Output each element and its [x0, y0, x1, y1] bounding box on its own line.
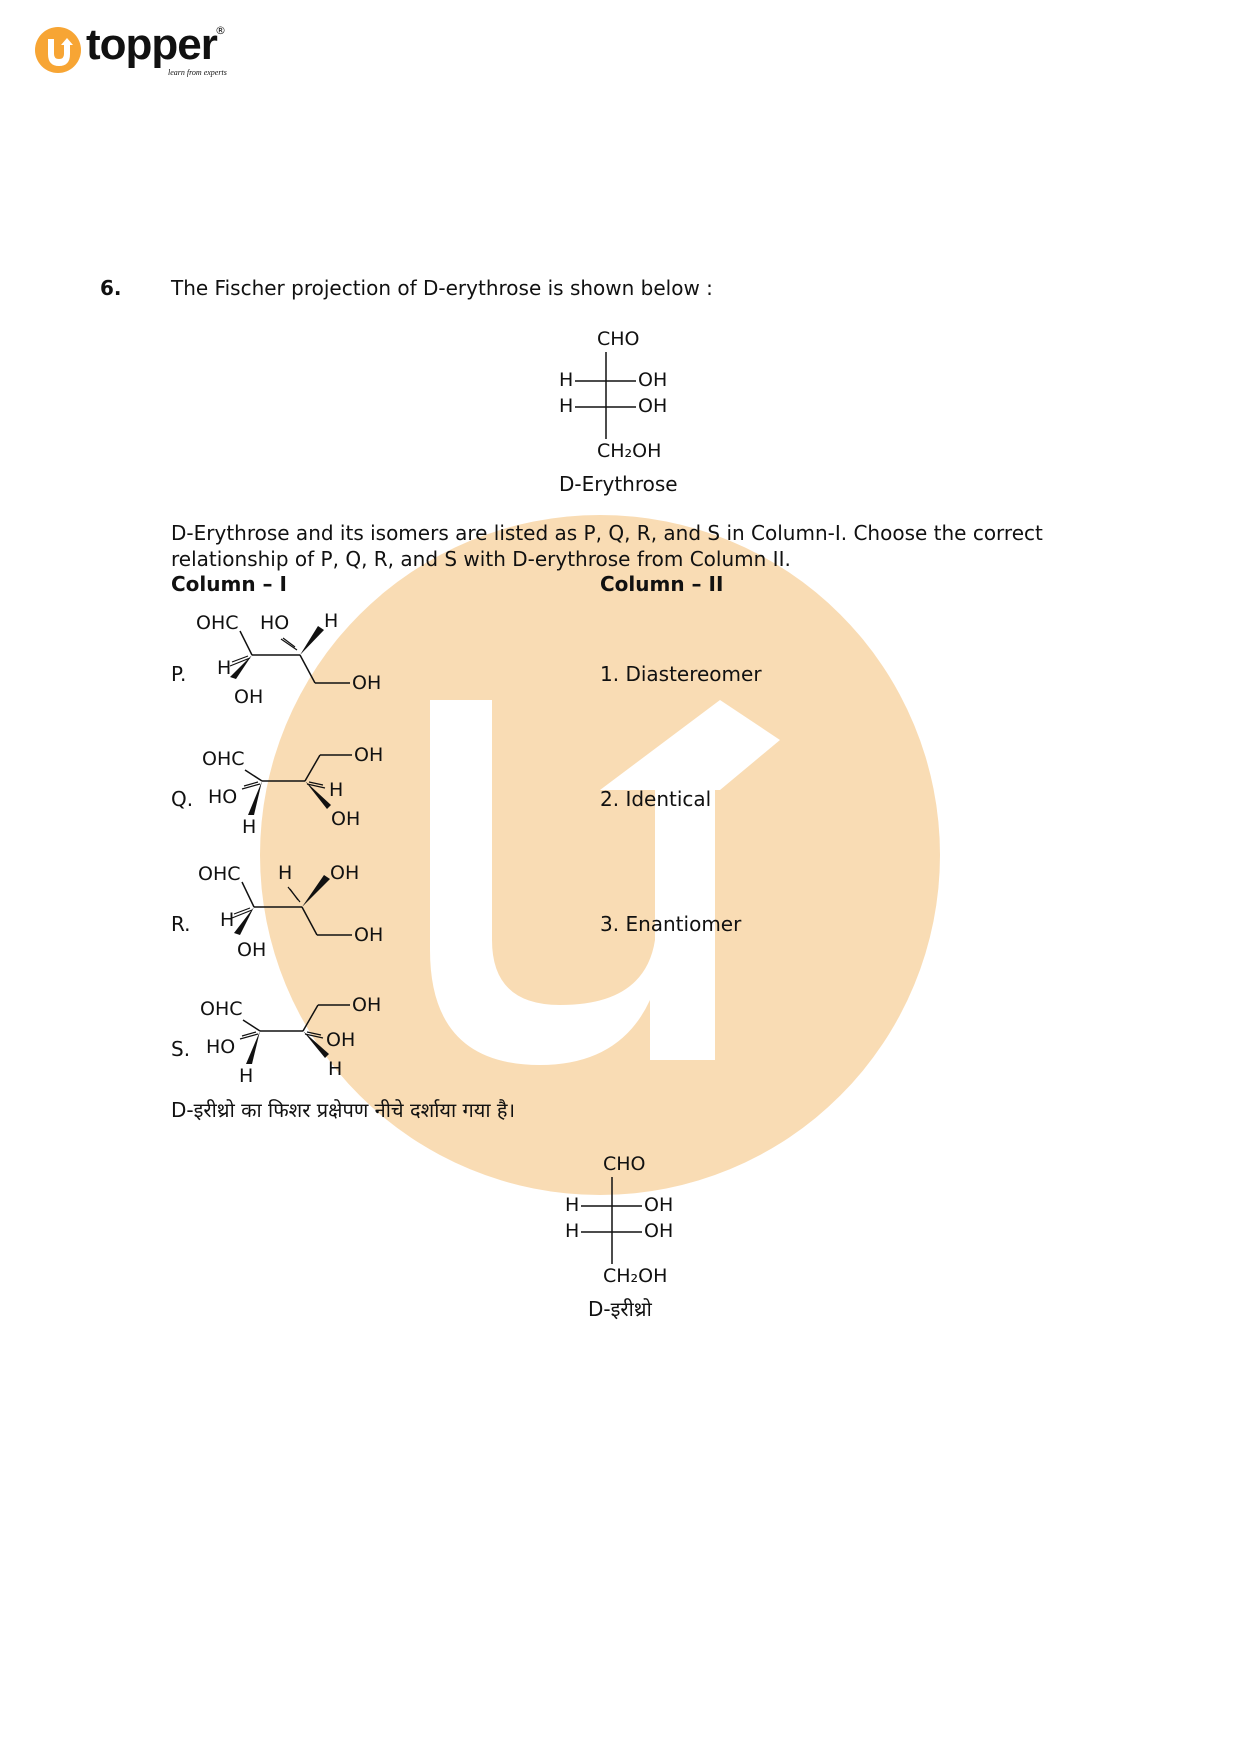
fischer-row1-left: H: [559, 369, 574, 391]
question-instruction: D-Erythrose and its isomers are listed as P, Q, R, and S in Column-I. Choose the correct relationship of P, Q, R, and S with D-erythrose from Column II.: [171, 521, 1043, 571]
r-bottom-left: OH: [237, 939, 267, 961]
brand-logo: [34, 20, 244, 86]
row-label-r: R.: [171, 912, 191, 936]
p-top-mid: HO: [260, 612, 290, 634]
row-label-q: Q.: [171, 787, 194, 811]
r-top-right: OH: [330, 862, 360, 884]
column2-item-3: 3. Enantiomer: [600, 912, 742, 936]
q-mid-right: H: [329, 779, 344, 801]
fischer-hi-row1-right: OH: [644, 1194, 674, 1216]
p-left-sub: H: [217, 657, 232, 679]
fischer-hi-row2-left: H: [565, 1220, 580, 1242]
fischer-projection-en: [550, 325, 690, 500]
fischer-top-group: CHO: [597, 328, 640, 350]
fischer-row1-right: OH: [638, 369, 668, 391]
r-right: OH: [354, 924, 384, 946]
structure-s: [190, 980, 410, 1090]
p-bottom-left: OH: [234, 686, 264, 708]
fischer-projection-hi: [556, 1150, 696, 1325]
brand-registered: ®: [215, 24, 226, 37]
fischer-hi-bottom-group: CH₂OH: [603, 1265, 668, 1287]
fischer-caption: D-Erythrose: [559, 472, 678, 496]
question-number: 6.: [100, 276, 122, 300]
q-bottom-right: OH: [331, 808, 361, 830]
r-ohc: OHC: [198, 863, 241, 885]
column2-header: Column – II: [600, 572, 724, 596]
row-label-p: P.: [171, 662, 187, 686]
s-mid-right: OH: [326, 1029, 356, 1051]
structure-r: [190, 855, 410, 965]
q-top-right: OH: [354, 744, 384, 766]
r-top-mid: H: [278, 862, 293, 884]
structure-q: [190, 735, 410, 845]
fischer-hi-row1-left: H: [565, 1194, 580, 1216]
r-left-sub: H: [220, 909, 235, 931]
p-top-right: H: [324, 610, 339, 632]
brand-tagline: learn from experts: [168, 68, 227, 77]
topper-logo-icon: [34, 26, 82, 74]
column2-item-1: 1. Diastereomer: [600, 662, 762, 686]
q-left-sub: HO: [208, 786, 238, 808]
p-right: OH: [352, 672, 382, 694]
s-bottom-right: H: [328, 1058, 343, 1080]
q-ohc: OHC: [202, 748, 245, 770]
q-bottom-left: H: [242, 816, 257, 838]
row-label-s: S.: [171, 1037, 191, 1061]
p-ohc: OHC: [196, 612, 239, 634]
s-ohc: OHC: [200, 998, 243, 1020]
fischer-row2-right: OH: [638, 395, 668, 417]
fischer-hi-row2-right: OH: [644, 1220, 674, 1242]
s-left-sub: HO: [206, 1036, 236, 1058]
structure-p: [190, 605, 410, 715]
column2-item-2: 2. Identical: [600, 787, 712, 811]
question-stem-hindi: D-इरीथ्रो का फिशर प्रक्षेपण नीचे दर्शाया गया है।: [171, 1098, 516, 1122]
s-top-right: OH: [352, 994, 382, 1016]
fischer-row2-left: H: [559, 395, 574, 417]
fischer-hi-caption: D-इरीथ्रो: [588, 1297, 652, 1321]
question-stem: The Fischer projection of D-erythrose is shown below :: [171, 276, 713, 300]
column1-header: Column – I: [171, 572, 287, 596]
brand-name: topper: [86, 20, 217, 69]
fischer-hi-top-group: CHO: [603, 1153, 646, 1175]
fischer-bottom-group: CH₂OH: [597, 440, 662, 462]
s-bottom-left: H: [239, 1065, 254, 1087]
